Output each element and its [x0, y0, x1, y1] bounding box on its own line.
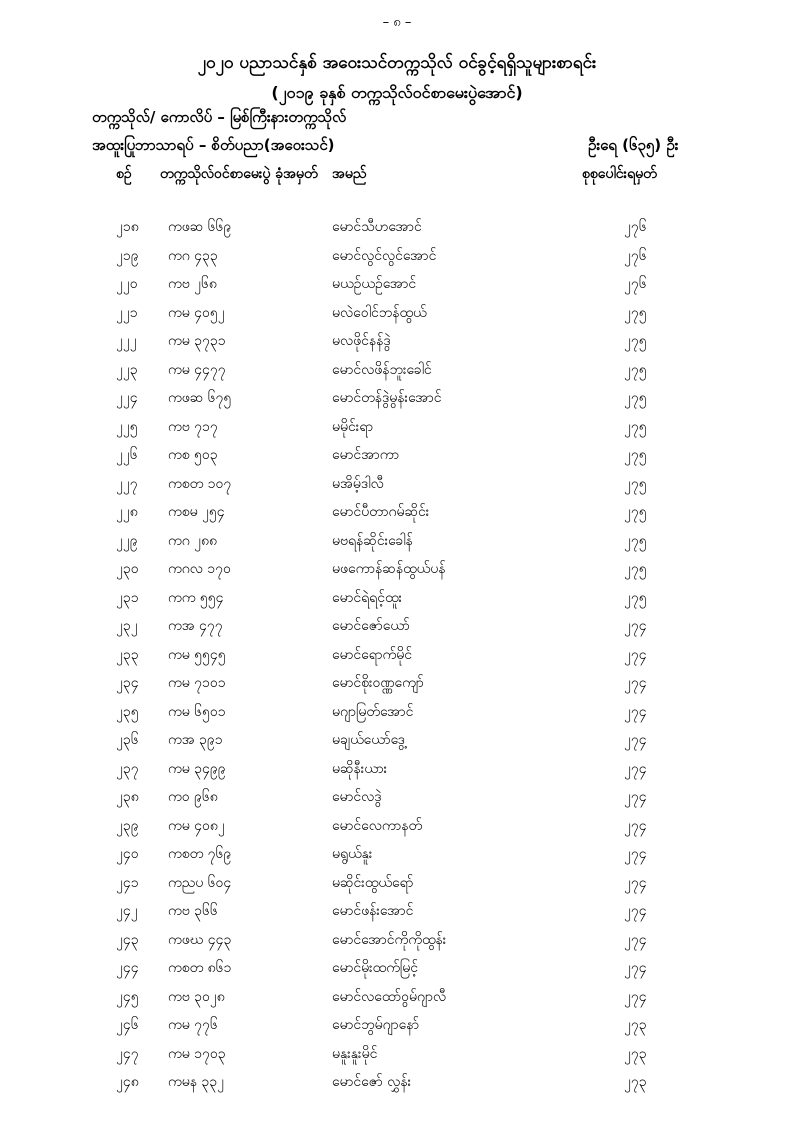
name-cell: မောင်မိုးထက်မြင့်	[332, 960, 419, 976]
name-cell: မဗရန်ဆိုင်းခေါန်	[332, 532, 413, 549]
name-cell: မောင်လဒွဲ	[332, 789, 382, 805]
name-cell: မဂျာမြတ်အောင်	[332, 703, 414, 720]
serial-cell: ၂၃၆	[116, 732, 139, 748]
name-cell: မောင်တန်ဒွဲမွန်းအောင်	[332, 390, 442, 406]
roll-no-cell: ကမ ၁၇၀၃	[168, 1045, 226, 1062]
serial-cell: ၂၁၈	[116, 219, 139, 235]
table-row	[0, 1015, 794, 1044]
table-row	[0, 930, 794, 959]
serial-cell: ၂၄၁	[116, 874, 139, 891]
serial-cell: ၂၃၀	[116, 561, 139, 577]
score-cell: ၂၇၄	[624, 646, 647, 663]
score-cell: ၂၇၄	[624, 960, 647, 976]
serial-cell: ၂၃၇	[116, 760, 139, 777]
serial-cell: ၂၃၁	[116, 589, 139, 606]
roll-no-cell: ကမန ၃၃၂	[168, 1074, 225, 1090]
score-cell: ၂၇၅	[624, 333, 647, 349]
name-cell: မောင်အာကာ	[332, 447, 400, 463]
document-title: ၂၀၂၀ ပညာသင်နှစ် အဝေးသင်တက္ကသိုလ် ဝင်ခွင့်ရရှိသူများစာရင်း	[197, 53, 597, 73]
score-cell: ၂၇၅	[624, 532, 647, 549]
table-row	[0, 417, 794, 446]
score-cell: ၂၇၅	[624, 361, 647, 378]
serial-cell: ၂၄၃	[116, 931, 139, 948]
roll-no-cell: ကဗ ၃၆၆	[168, 903, 218, 919]
serial-cell: ၂၂၆	[116, 447, 138, 463]
score-cell: ၂၇၄	[624, 703, 647, 720]
roll-no-cell: ကစမ ၂၅၄	[168, 504, 225, 520]
column-header-name: အမည်	[332, 166, 367, 182]
serial-cell: ၂၄၄	[116, 960, 139, 976]
score-cell: ၂၇၅	[624, 390, 647, 406]
score-cell: ၂၇၅	[624, 589, 647, 606]
roll-no-cell: ကမ ၇၁၀၁	[168, 675, 226, 691]
roll-no-cell: ကစတ ၁၀၇	[168, 475, 232, 492]
name-cell: မဆိုနီးယား	[332, 760, 388, 777]
serial-cell: ၂၃၅	[116, 703, 139, 720]
serial-cell: ၂၃၉	[116, 817, 139, 834]
name-cell: မောင်ဇော်ယော်	[332, 618, 410, 634]
table-row	[0, 303, 794, 332]
roll-no-cell: ကမ ၃၄၉၉	[168, 760, 226, 777]
score-cell: ၂၇၃	[624, 1017, 647, 1033]
name-cell: မနူးနူးမိုင်	[332, 1045, 378, 1062]
table-row	[0, 901, 794, 930]
column-header-serial: စဉ်	[116, 166, 132, 182]
roll-no-cell: ကစတ ၈၆၁	[168, 960, 232, 976]
roll-no-cell: ကမ ၇၇၆	[168, 1017, 218, 1033]
column-header-score: စုစုပေါင်းရမှတ်	[582, 166, 657, 182]
name-cell: မောင်လေကာနတ်	[332, 817, 423, 834]
table-row	[0, 759, 794, 788]
score-cell: ၂၇၄	[624, 817, 647, 834]
serial-cell: ၂၃၂	[116, 618, 138, 634]
table-row	[0, 730, 794, 759]
name-cell: မမိုင်းရာ	[332, 418, 374, 435]
student-count: ဦးရေ (၆၃၅) ဦး	[588, 136, 679, 154]
page-number: – ၈ –	[382, 15, 412, 30]
column-header-roll-no: တက္ကသိုလ်ဝင်စာမေးပွဲ ခုံအမှတ်	[160, 166, 318, 182]
name-cell: မယဉ်ယဉ်အောင်	[332, 276, 417, 292]
score-cell: ၂၇၅	[624, 304, 647, 321]
roll-no-cell: ကမ ၄၀၅၂	[168, 304, 225, 321]
roll-no-cell: ကစတ ၇၆၉	[168, 846, 232, 862]
table-row	[0, 588, 794, 617]
score-cell: ၂၇၆	[624, 276, 647, 292]
roll-no-cell: ကဖဆ ၆၇၅	[168, 390, 232, 406]
table-row	[0, 844, 794, 873]
serial-cell: ၂၄၆	[116, 1017, 139, 1033]
table-row	[0, 217, 794, 246]
table-row	[0, 645, 794, 674]
roll-no-cell: ကဂ ၄၃၃	[168, 247, 218, 264]
score-cell: ၂၇၄	[624, 903, 647, 919]
name-cell: မအိမ့်ဒါလီ	[332, 475, 384, 492]
document-subtitle: (၂၀၁၉ ခုနှစ် တက္ကသိုလ်ဝင်စာမေးပွဲအောင်)	[271, 83, 523, 102]
name-cell: မလဖိုင်နန်ဒွဲ	[332, 333, 391, 349]
serial-cell: ၂၃၃	[116, 646, 139, 663]
table-row	[0, 673, 794, 702]
serial-cell: ၂၂၀	[116, 276, 138, 292]
score-cell: ၂၇၄	[624, 789, 647, 805]
serial-cell: ၂၂၈	[116, 504, 138, 520]
roll-no-cell: ကဖဆ ၆၆၉	[168, 219, 232, 235]
score-cell: ၂၇၅	[624, 561, 647, 577]
name-cell: မရွယ်နူး	[332, 846, 373, 862]
table-row	[0, 787, 794, 816]
table-row	[0, 445, 794, 474]
score-cell: ၂၇၅	[624, 475, 647, 492]
serial-cell: ၂၂၂	[116, 333, 137, 349]
score-cell: ၂၇၄	[624, 846, 647, 862]
table-row	[0, 816, 794, 845]
score-cell: ၂၇၄	[624, 874, 647, 891]
serial-cell: ၂၄၇	[116, 1045, 139, 1062]
roll-no-cell: ကဂလ ၁၇၀	[168, 561, 231, 577]
roll-no-cell: ကစ ၅၀၃	[168, 447, 218, 463]
name-cell: မောင်ရောက်မိုင်	[332, 646, 412, 663]
score-cell: ၂၇၄	[624, 732, 647, 748]
name-cell: မောင်ရဲရင့်ထူး	[332, 589, 403, 606]
name-cell: မဖကောန်ဆန်ထွယ်ပန်	[332, 561, 446, 577]
table-row	[0, 616, 794, 645]
roll-no-cell: ကဖဃ ၄၄၃	[168, 931, 232, 948]
roll-no-cell: ကမ ၃၇၃၁	[168, 333, 226, 349]
score-cell: ၂၇၅	[624, 504, 647, 520]
roll-no-cell: ကဗ ၇၁၇	[168, 418, 218, 435]
table-row	[0, 1044, 794, 1073]
name-cell: မောင်လွင်လွင်အောင်	[332, 247, 437, 264]
name-cell: မောင်ပီတာဂမ်ဆိုင်း	[332, 504, 430, 520]
table-row	[0, 958, 794, 987]
name-cell: မောင်ဖန်းအောင်	[332, 903, 414, 919]
university-line: တက္ကသိုလ်/ ကောလိပ် – မြစ်ကြီးနားတက္ကသိုလ်	[92, 108, 347, 126]
table-row	[0, 360, 794, 389]
serial-cell: ၂၁၉	[116, 247, 139, 264]
roll-no-cell: ကဝ ၉၆၈	[168, 789, 218, 805]
name-cell: မောင်ဘွမ်ဂျာနော်	[332, 1017, 420, 1033]
roll-no-cell: ကမ ၄၀၈၂	[168, 817, 225, 834]
name-cell: မောင်ဇော် လွှန်း	[332, 1074, 412, 1090]
table-row	[0, 502, 794, 531]
serial-cell: ၂၃၄	[116, 675, 139, 691]
score-cell: ၂၇၄	[624, 760, 647, 777]
roll-no-cell: ကဗ ၂၆၈	[168, 276, 217, 292]
name-cell: မောင်လထော်ဝွမ်ဂျာလီ	[332, 988, 447, 1005]
results-table	[0, 217, 794, 1101]
serial-cell: ၂၂၃	[116, 361, 138, 378]
name-cell: မချယ်ယော်ဒွေ့	[332, 732, 405, 748]
serial-cell: ၂၄၅	[116, 988, 139, 1005]
score-cell: ၂၇၆	[624, 247, 647, 264]
score-cell: ၂၇၄	[624, 618, 647, 634]
score-cell: ၂၇၆	[624, 219, 647, 235]
table-row	[0, 274, 794, 303]
table-row	[0, 873, 794, 902]
specialization-line: အထူးပြုဘာသာရပ် – စိတ်ပညာ(အဝေးသင်)	[92, 136, 335, 154]
roll-no-cell: ကအ ၃၉၁	[168, 732, 223, 748]
score-cell: ၂၇၃	[624, 1045, 647, 1062]
roll-no-cell: ကအ ၄၇၇	[168, 618, 223, 634]
table-row	[0, 702, 794, 731]
score-cell: ၂၇၅	[624, 447, 647, 463]
score-cell: ၂၇၅	[624, 418, 647, 435]
table-row	[0, 331, 794, 360]
table-row	[0, 1072, 794, 1101]
serial-cell: ၂၄၀	[116, 846, 139, 862]
serial-cell: ၂၄၈	[116, 1074, 139, 1090]
serial-cell: ၂၂၁	[116, 304, 138, 321]
name-cell: မဆိုင်းထွယ်ရော်	[332, 874, 414, 891]
serial-cell: ၂၄၂	[116, 903, 138, 919]
roll-no-cell: ကညပ ၆၀၄	[168, 874, 232, 891]
score-cell: ၂၇၄	[624, 931, 647, 948]
roll-no-cell: ကဗ ၃၀၂၈	[168, 988, 225, 1005]
name-cell: မောင်အောင်ကိုကိုထွန်း	[332, 931, 447, 948]
roll-no-cell: ကက ၅၅၄	[168, 589, 224, 606]
table-row	[0, 559, 794, 588]
serial-cell: ၂၂၄	[116, 390, 138, 406]
table-row	[0, 987, 794, 1016]
score-cell: ၂၇၃	[624, 1074, 647, 1090]
roll-no-cell: ကဂ ၂၈၈	[168, 532, 218, 549]
roll-no-cell: ကမ ၅၅၄၅	[168, 646, 226, 663]
name-cell: မောင်စိုးဝဏ္ဏကျော်	[332, 675, 424, 691]
table-row	[0, 474, 794, 503]
table-row	[0, 531, 794, 560]
table-row	[0, 246, 794, 275]
score-cell: ၂၇၄	[624, 675, 647, 691]
serial-cell: ၂၂၅	[116, 418, 138, 435]
table-row	[0, 388, 794, 417]
serial-cell: ၂၃၈	[116, 789, 139, 805]
score-cell: ၂၇၄	[624, 988, 647, 1005]
name-cell: မောင်သီဟအောင်	[332, 219, 422, 235]
serial-cell: ၂၂၉	[116, 532, 138, 549]
name-cell: မောင်လဖိန်ဘူးခေါင်	[332, 361, 432, 378]
roll-no-cell: ကမ ၆၅၀၁	[168, 703, 226, 720]
name-cell: မလဲဝေါင်ဘန်ထွယ်	[332, 304, 427, 321]
roll-no-cell: ကမ ၄၄၇၇	[168, 361, 226, 378]
serial-cell: ၂၂၇	[116, 475, 138, 492]
